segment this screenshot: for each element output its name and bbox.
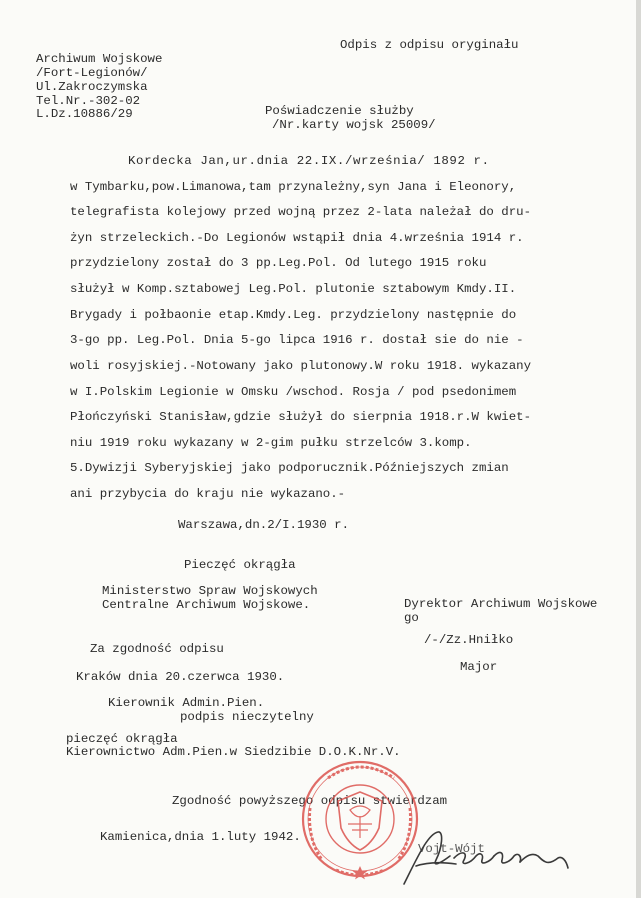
body-line-13: 5.Dywizji Syberyjskiej jako podporucznik.Późniejszych zmian [70,461,509,475]
director-line-2: go [404,611,419,625]
page-edge [636,0,641,898]
ministry-line-1: Ministerstwo Spraw Wojskowych [102,584,318,598]
certification-line-1: Zgodność powyższego odpisu stwierdzam [172,794,448,808]
conformity-line-6: Kierownictwo Adm.Pien.w Siedzibie D.O.K.Nr.V. [66,745,401,759]
body-line-4: żyn strzeleckich.-Do Legionów wstąpił dnia 4.września 1914 r. [70,231,524,245]
director-line-1: Dyrektor Archiwum Wojskowe [404,597,598,611]
conformity-line-2: Kraków dnia 20.czerwca 1930. [76,670,285,684]
body-line-2: w Tymbarku,pow.Limanowa,tam przynależny,syn Jana i Eleonory, [70,180,517,194]
archive-line-1: Archiwum Wojskowe [36,52,163,66]
body-line-11: Płończyński Stanisław,gdzie służył do sierpnia 1918.r.W kwiet- [70,410,532,424]
director-signed: /-/Zz.Hniłko [424,633,514,647]
body-line-14: ani przybycia do kraju nie wykazano.- [70,487,346,501]
ministry-line-2: Centralne Archiwum Wojskowe. [102,598,311,612]
archive-line-3: Ul.Zakroczymska [36,80,148,94]
body-line-12: niu 1919 roku wykazany w 2-gim pułku strzelców 3.komp. [70,436,472,450]
body-line-7: Brygady i połbaonie etap.Kmdy.Leg. przydzielony następnie do [70,308,517,322]
body-line-1: Kordecka Jan,ur.dnia 22.IX./września/ 1892 r. [128,154,490,168]
conformity-line-4: podpis nieczytelny [180,710,314,724]
director-rank: Major [460,660,498,674]
seal-note: Pieczęć okrągła [184,558,296,572]
body-line-8: 3-go pp. Leg.Pol. Dnia 5-go lipca 1916 r. dostał sie do nie - [70,333,524,347]
archive-line-2: /Fort-Legionów/ [36,66,148,80]
body-line-3: telegrafista kolejowy przed wojną przez 2-lata należał do dru- [70,205,532,219]
title-line-2: /Nr.karty wojsk 25009/ [272,118,436,132]
certification-line-2: Kamienica,dnia 1.luty 1942. [100,830,301,844]
archive-line-5: L.Dz.10886/29 [36,107,133,121]
conformity-line-5: pieczęć okrągła [66,732,178,746]
handwritten-signature [398,826,573,888]
body-line-5: przydzielony został do 3 pp.Leg.Pol. Od lutego 1915 roku [70,256,487,270]
body-line-10: w I.Polskim Legionie w Omsku /wschod. Rosja / pod psedonimem [70,385,517,399]
archive-line-4: Tel.Nr.-302-02 [36,94,141,108]
conformity-line-1: Za zgodność odpisu [90,642,224,656]
title-line-1: Poświadczenie służby [265,104,414,118]
conformity-line-3: Kierownik Admin.Pien. [108,696,265,710]
copy-note: Odpis z odpisu oryginału [340,38,519,52]
date-line: Warszawa,dn.2/I.1930 r. [178,518,350,532]
body-line-6: służył w Komp.sztabowej Leg.Pol. plutonie sztabowym Kmdy.II. [70,282,517,296]
body-line-9: woli rosyjskiej.-Notowany jako plutonowy.W roku 1918. wykazany [70,359,532,373]
signature-label: Vojt-Wójt [418,842,485,856]
